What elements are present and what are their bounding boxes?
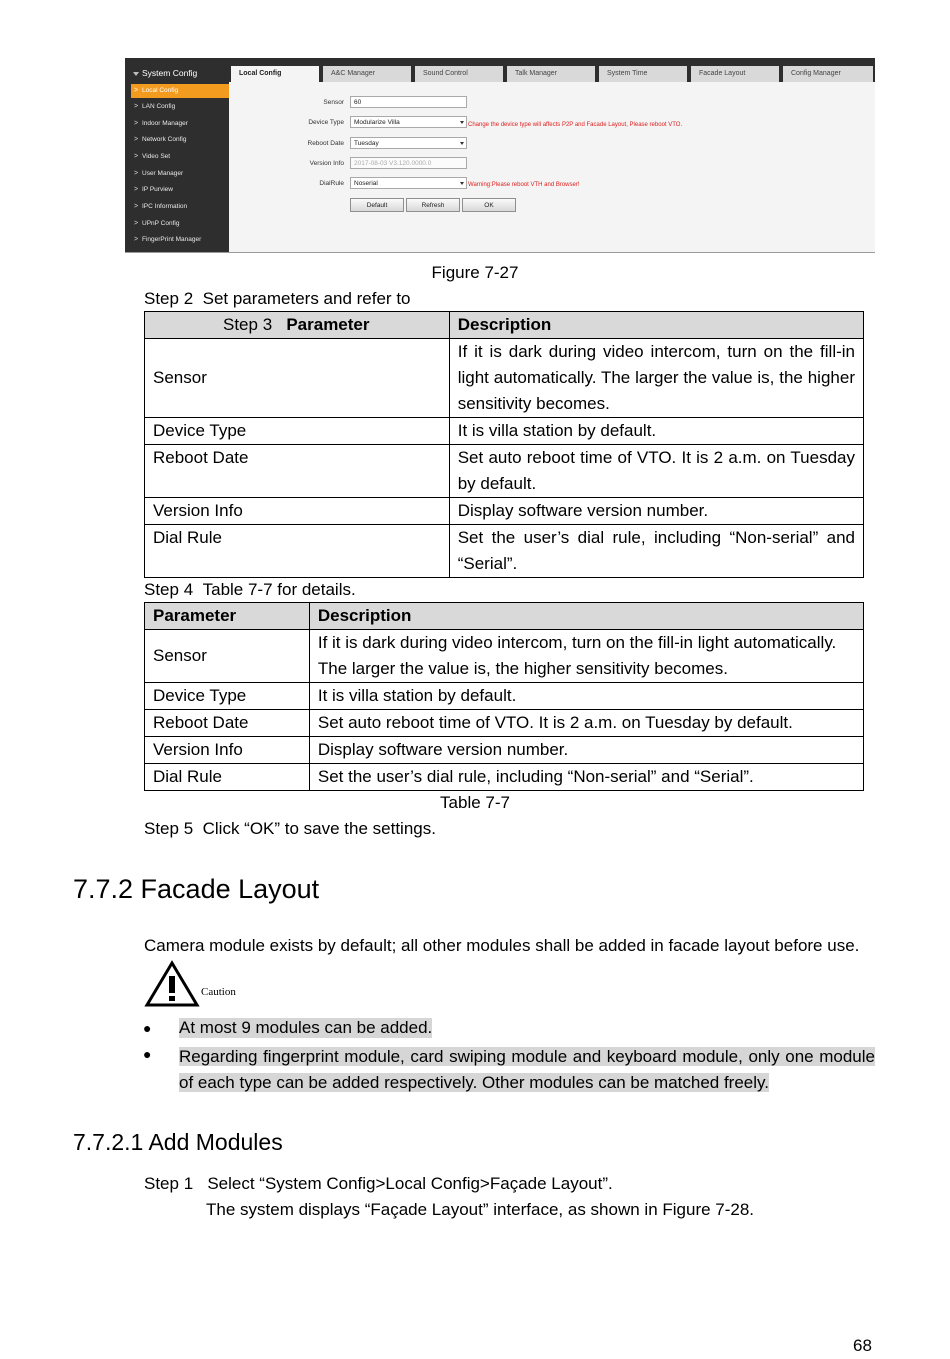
- sidebar-item-lan-config[interactable]: > LAN Config: [131, 100, 229, 114]
- chevron-right-icon: >: [134, 87, 139, 94]
- bullet-dot: ●: [143, 1046, 152, 1062]
- reboot-date-select[interactable]: Tuesday: [350, 137, 467, 149]
- sidebar-item-upnp-config[interactable]: > UPnP Config: [131, 217, 229, 231]
- table-header-row: [145, 603, 864, 630]
- desc-cell: Set auto reboot time of VTO. It is 2 a.m. on Tuesday by default.: [309, 710, 863, 737]
- version-info-label: Version Info: [309, 160, 344, 167]
- step-4: [144, 580, 356, 600]
- version-info-field: 2017-08-03 V3.120.0000.0: [350, 157, 467, 169]
- sidebar-item-ip-purview[interactable]: > IP Purview: [131, 183, 229, 197]
- device-type-warning: Change the device type will affects P2P and Facade Layout, Please reboot VTO.: [468, 122, 683, 128]
- dropdown-arrow-icon: [460, 182, 464, 185]
- dropdown-arrow-icon: [460, 121, 464, 124]
- table-header-parameter: Parameter: [145, 603, 310, 630]
- ok-button[interactable]: OK: [462, 198, 516, 212]
- table-row: [145, 764, 864, 791]
- table-header-description: Description: [309, 603, 863, 630]
- step-1: [144, 1174, 613, 1194]
- chevron-right-icon: >: [134, 220, 139, 227]
- desc-cell: Display software version number.: [449, 498, 863, 525]
- intro-paragraph: Camera module exists by default; all other modules shall be added in facade layout before use.: [144, 936, 860, 955]
- sidebar-item-indoor-manager[interactable]: > Indoor Manager: [131, 117, 229, 131]
- dial-rule-label: DialRule: [319, 180, 344, 187]
- desc-cell: Set the user’s dial rule, including “Non-serial” and “Serial”.: [309, 764, 863, 791]
- step-label: Step 1: [144, 1174, 194, 1193]
- device-type-label: Device Type: [308, 119, 344, 126]
- tab-facade-layout[interactable]: Facade Layout: [691, 66, 779, 82]
- page-number: 68: [853, 1336, 872, 1355]
- param-cell: Device Type: [145, 683, 310, 710]
- desc-cell: If it is dark during video intercom, turn on the fill-in light automatically. The larger the value is, the higher sensitivity becomes.: [449, 339, 863, 418]
- chevron-right-icon: >: [134, 170, 139, 177]
- tab-system-time[interactable]: System Time: [599, 66, 687, 82]
- step-label: Step 2: [144, 289, 194, 308]
- bullet-text: Regarding fingerprint module, card swiping module and keyboard module, only one module of each type can be added respectively. Other modules can be matched freely.: [179, 1047, 875, 1092]
- step-text: Click “OK” to save the settings.: [202, 819, 436, 838]
- subsection-heading: 7.7.2.1 Add Modules: [73, 1129, 283, 1155]
- tab-local-config[interactable]: Local Config: [231, 66, 319, 82]
- desc-cell: It is villa station by default.: [449, 418, 863, 445]
- chevron-right-icon: >: [134, 136, 139, 143]
- table-row: [145, 737, 864, 764]
- sensor-input[interactable]: 60: [350, 96, 467, 108]
- chevron-right-icon: >: [134, 103, 139, 110]
- chevron-right-icon: >: [134, 153, 139, 160]
- table-header-parameter: Step 3 Parameter: [145, 312, 450, 339]
- figure-screenshot: [125, 58, 875, 253]
- sidebar-item-ipc-information[interactable]: > IPC Information: [131, 200, 229, 214]
- bullet-dot: ●: [143, 1020, 152, 1036]
- param-cell: Version Info: [145, 498, 450, 525]
- table-row: [145, 498, 864, 525]
- step-text: Set parameters and refer to: [202, 289, 411, 308]
- tab-ac-manager[interactable]: A&C Manager: [323, 66, 411, 82]
- dial-rule-select[interactable]: Noserial: [350, 177, 467, 189]
- param-cell: Reboot Date: [145, 710, 310, 737]
- table-row: [145, 445, 864, 498]
- tab-talk-manager[interactable]: Talk Manager: [507, 66, 595, 82]
- step-text: Table 7-7 for details.: [202, 580, 356, 599]
- caution-icon: [144, 960, 200, 1008]
- parameter-table-2: [144, 602, 864, 791]
- dropdown-arrow-icon: [460, 142, 464, 145]
- desc-cell: If it is dark during video intercom, turn on the fill-in light automatically. The larger the value is, the higher sensitivity becomes.: [309, 630, 863, 683]
- device-type-select[interactable]: Modularize Villa: [350, 116, 467, 128]
- param-cell: Reboot Date: [145, 445, 450, 498]
- bullet-text-wrapper: [179, 1044, 875, 1096]
- param-cell: Dial Rule: [145, 525, 450, 578]
- sidebar-item-network-config[interactable]: > Network Config: [131, 133, 229, 147]
- default-button[interactable]: Default: [350, 198, 404, 212]
- caution-label: Caution: [201, 986, 236, 998]
- desc-cell: It is villa station by default.: [309, 683, 863, 710]
- sidebar-title[interactable]: System Config: [133, 68, 197, 78]
- table-row: [145, 418, 864, 445]
- table-row: [145, 710, 864, 737]
- dial-rule-warning: Warning:Please reboot VTH and Browser!: [468, 182, 580, 188]
- param-cell: Sensor: [145, 630, 310, 683]
- figure-caption: Figure 7-27: [431, 263, 519, 282]
- table-row: [145, 630, 864, 683]
- desc-cell: Display software version number.: [309, 737, 863, 764]
- table-caption: Table 7-7: [440, 793, 510, 812]
- step-5: [144, 819, 436, 839]
- step-label: Step 4: [144, 580, 194, 599]
- table-row: [145, 525, 864, 578]
- sidebar-item-video-set[interactable]: > Video Set: [131, 150, 229, 164]
- refresh-button[interactable]: Refresh: [406, 198, 460, 212]
- sidebar-item-user-manager[interactable]: > User Manager: [131, 167, 229, 181]
- collapse-triangle-icon: [133, 72, 139, 76]
- step-2: [144, 289, 411, 309]
- sensor-label: Sensor: [323, 99, 344, 106]
- sidebar-item-local-config[interactable]: > Local Config: [131, 84, 229, 98]
- table-header-row: [145, 312, 864, 339]
- tab-bar: [229, 58, 875, 82]
- param-cell: Sensor: [145, 339, 450, 418]
- parameter-table-1: [144, 311, 864, 578]
- table-header-description: Description: [449, 312, 863, 339]
- tab-sound-control[interactable]: Sound Control: [415, 66, 503, 82]
- param-cell: Device Type: [145, 418, 450, 445]
- chevron-right-icon: >: [134, 203, 139, 210]
- param-cell: Dial Rule: [145, 764, 310, 791]
- chevron-right-icon: >: [134, 236, 139, 243]
- chevron-right-icon: >: [134, 120, 139, 127]
- sidebar: [125, 58, 229, 252]
- chevron-right-icon: >: [134, 186, 139, 193]
- step-1-detail: The system displays “Façade Layout” interface, as shown in Figure 7-28.: [206, 1200, 755, 1219]
- desc-cell: Set the user’s dial rule, including “Non-serial” and “Serial”.: [449, 525, 863, 578]
- desc-cell: Set auto reboot time of VTO. It is 2 a.m. on Tuesday by default.: [449, 445, 863, 498]
- tab-config-manager[interactable]: Config Manager: [783, 66, 873, 82]
- step-text: Select “System Config>Local Config>Façade Layout”.: [207, 1174, 613, 1193]
- table-row: [145, 339, 864, 418]
- bullet-text: At most 9 modules can be added.: [179, 1018, 433, 1037]
- step-label: Step 5: [144, 819, 194, 838]
- reboot-date-label: Reboot Date: [307, 140, 344, 147]
- param-cell: Version Info: [145, 737, 310, 764]
- section-heading: 7.7.2 Facade Layout: [73, 874, 320, 904]
- sidebar-item-fingerprint-manager[interactable]: > FingerPrint Manager: [131, 233, 229, 247]
- table-row: [145, 683, 864, 710]
